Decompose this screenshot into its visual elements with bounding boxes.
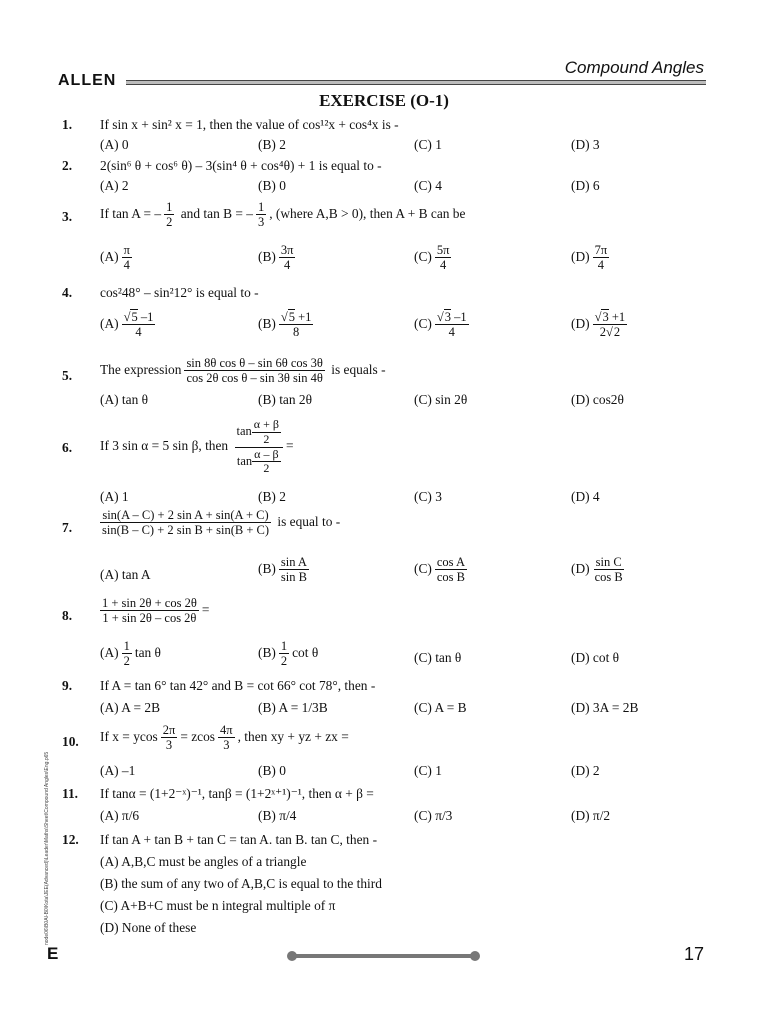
option-b xyxy=(258,555,312,585)
text-part: and tan B = – xyxy=(180,205,253,221)
question-number: 6. xyxy=(62,440,73,455)
text-part: If 3 sin α = 5 sin β, then xyxy=(100,438,229,454)
option-a: (A) 2 xyxy=(100,178,129,193)
option-label: (B) xyxy=(258,560,276,576)
fraction xyxy=(184,356,324,386)
question-text xyxy=(100,418,294,476)
option-a: (A) A,B,C must be angles of a triangle xyxy=(100,854,307,869)
option-b: (B) 2 xyxy=(258,137,286,152)
footer-dot-right xyxy=(470,951,480,961)
question-number: 4. xyxy=(62,285,73,300)
text-part: = zcos xyxy=(180,728,216,744)
fraction xyxy=(122,243,132,273)
radicand: 3 xyxy=(602,310,609,324)
numerator: α + β xyxy=(253,417,279,431)
option-c xyxy=(414,310,472,340)
option-a xyxy=(100,310,158,340)
numerator: √3 +1 xyxy=(594,310,626,324)
question-text xyxy=(100,200,465,230)
option-d: (D) cos2θ xyxy=(571,392,624,407)
question-text xyxy=(100,723,349,753)
option-label: (A) xyxy=(100,644,119,660)
option-c: (C) sin 2θ xyxy=(414,392,468,407)
tan-label: tan xyxy=(236,453,253,468)
fraction xyxy=(435,243,452,273)
text-part: If tan A = – xyxy=(100,205,162,221)
option-d: (D) 3 xyxy=(571,137,600,152)
option-label: (A) xyxy=(100,248,119,264)
header-rule xyxy=(126,80,706,85)
numerator: √5 +1 xyxy=(280,310,312,324)
half-angle xyxy=(252,418,281,447)
denominator: 2 xyxy=(166,215,173,230)
denominator: 4 xyxy=(284,258,291,273)
half-angle xyxy=(252,448,280,477)
footer-letter: E xyxy=(47,944,59,963)
option-c: (C) tan θ xyxy=(414,650,462,665)
option-c: (C) 1 xyxy=(414,137,442,152)
file-path-text: node06\B0AI-B0\Kota\JEE(Advanced)\Leader\Maths\Sheet\Compound Angles\Eng.p65 xyxy=(44,751,50,945)
denominator: sin(B – C) + 2 sin B + sin(B + C) xyxy=(102,523,269,538)
denominator: 4 xyxy=(448,325,455,340)
option-c: (C) A = B xyxy=(414,700,467,715)
option-label: (B) xyxy=(258,315,276,331)
footer-bar xyxy=(292,954,474,958)
option-d xyxy=(571,555,628,585)
option-c: (C) 4 xyxy=(414,178,442,193)
denominator: 3 xyxy=(223,738,230,753)
option-b xyxy=(258,310,316,340)
denominator: 2 xyxy=(263,431,270,446)
option-label: (B) xyxy=(258,248,276,264)
numerator: √3 –1 xyxy=(436,310,467,324)
question-text xyxy=(100,596,209,626)
denominator: sin B xyxy=(280,570,307,585)
option-label: (C) xyxy=(414,560,432,576)
question-number: 8. xyxy=(62,608,73,623)
numerator: 7π xyxy=(594,243,608,257)
fraction xyxy=(593,555,625,585)
denominator: 3 xyxy=(165,738,173,753)
numerator xyxy=(235,418,283,448)
radicand: 5 xyxy=(288,310,295,324)
numerator: 5π xyxy=(436,243,450,257)
option-label: (B) xyxy=(258,644,276,660)
option-label: (D) xyxy=(571,248,590,264)
footer-dot-left xyxy=(287,951,297,961)
option-label: (C) xyxy=(414,315,432,331)
fraction xyxy=(435,555,467,585)
fraction xyxy=(256,200,266,230)
numerator-rest: –1 xyxy=(137,310,154,324)
fraction xyxy=(279,639,289,669)
question-number: 10. xyxy=(62,734,79,749)
question-text: If sin x + sin² x = 1, then the value of cos¹²x + cos⁴x is - xyxy=(100,117,399,132)
denominator: 2 xyxy=(280,654,288,669)
numerator-rest: +1 xyxy=(294,310,312,324)
option-d: (D) π/2 xyxy=(571,808,611,823)
option-b xyxy=(258,639,318,669)
option-label: (A) xyxy=(100,315,119,331)
question-number: 2. xyxy=(62,158,73,173)
fraction xyxy=(218,723,235,753)
question-number: 11. xyxy=(62,786,78,801)
option-a: (A) 0 xyxy=(100,137,129,152)
option-d: (D) 6 xyxy=(571,178,600,193)
option-d: (D) 4 xyxy=(571,489,600,504)
numerator: 1 xyxy=(280,639,288,653)
denominator: 4 xyxy=(597,258,604,273)
numerator: sin 8θ cos θ – sin 6θ cos 3θ xyxy=(186,356,323,370)
fraction xyxy=(435,310,469,340)
text-part: , (where A,B > 0), then A + B can be xyxy=(269,205,466,221)
fraction xyxy=(279,243,296,273)
question-number: 3. xyxy=(62,209,73,224)
question-text: If tanα = (1+2⁻ˣ)⁻¹, tanβ = (1+2ˣ⁺¹)⁻¹, then α + β = xyxy=(100,786,374,801)
question-text xyxy=(100,356,386,386)
radicand: 5 xyxy=(131,310,138,324)
option-b: (B) 0 xyxy=(258,763,286,778)
text-part: The expression xyxy=(100,361,182,377)
option-label: (D) xyxy=(571,315,590,331)
question-text: If A = tan 6° tan 42° and B = cot 66° cot 78°, then - xyxy=(100,678,376,693)
numerator: 1 xyxy=(166,200,173,214)
option-a: (A) 1 xyxy=(100,489,129,504)
numerator-rest: +1 xyxy=(608,310,626,324)
question-text: 2(sin⁶ θ + cos⁶ θ) – 3(sin⁴ θ + cos⁴θ) + 1 is equal to - xyxy=(100,158,382,173)
option-label: (D) xyxy=(571,560,590,576)
equals: = xyxy=(201,601,210,617)
denominator: 8 xyxy=(293,325,300,340)
numerator-rest: –1 xyxy=(450,310,467,324)
option-a: (A) A = 2B xyxy=(100,700,161,715)
question-number: 7. xyxy=(62,520,73,535)
denominator: 4 xyxy=(123,258,130,273)
denominator: 2√2 xyxy=(599,325,621,340)
option-b: (B) π/4 xyxy=(258,808,297,823)
question-text xyxy=(100,508,340,538)
numerator: sin A xyxy=(280,555,307,569)
numerator: 4π xyxy=(220,723,233,737)
option-d xyxy=(571,243,612,273)
radicand: 2 xyxy=(613,325,621,340)
option-d xyxy=(571,310,630,340)
denominator: cos 2θ cos θ – sin 3θ sin 4θ xyxy=(186,371,323,386)
option-c xyxy=(414,555,470,585)
question-number: 1. xyxy=(62,117,73,132)
equals: = xyxy=(285,438,294,454)
option-c: (C) 3 xyxy=(414,489,442,504)
option-a: (A) tan A xyxy=(100,567,151,582)
option-c xyxy=(414,243,454,273)
fraction xyxy=(593,310,628,340)
option-b: (B) 2 xyxy=(258,489,286,504)
option-a xyxy=(100,639,161,669)
question-number: 12. xyxy=(62,832,79,847)
option-d: (D) 2 xyxy=(571,763,600,778)
option-rest: cot θ xyxy=(292,644,319,660)
page-number: 17 xyxy=(683,944,704,964)
option-b xyxy=(258,243,298,273)
numerator: cos A xyxy=(436,555,465,569)
option-c: (C) A+B+C must be n integral multiple of π xyxy=(100,898,336,913)
denominator-coefficient: 2 xyxy=(599,325,606,340)
fraction xyxy=(279,555,309,585)
denominator: 3 xyxy=(257,215,265,230)
fraction xyxy=(122,310,156,340)
numerator: 3π xyxy=(280,243,294,257)
fraction xyxy=(279,310,314,340)
option-d: (D) cot θ xyxy=(571,650,620,665)
option-b: (B) the sum of any two of A,B,C is equal to the third xyxy=(100,876,382,891)
denominator: 4 xyxy=(135,325,142,340)
numerator: 2π xyxy=(162,723,176,737)
compound-fraction xyxy=(235,418,283,476)
numerator: α – β xyxy=(254,446,279,461)
question-number: 9. xyxy=(62,678,73,693)
denominator: 1 + sin 2θ – cos 2θ xyxy=(102,611,197,626)
numerator: π xyxy=(123,243,130,257)
denominator: cos B xyxy=(594,570,623,585)
option-c: (C) 1 xyxy=(414,763,442,778)
option-a: (A) –1 xyxy=(100,763,136,778)
question-text: cos²48° – sin²12° is equal to - xyxy=(100,285,259,300)
numerator: sin C xyxy=(595,555,622,569)
tan-label: tan xyxy=(236,424,252,439)
question-text: If tan A + tan B + tan C = tan A. tan B. tan C, then - xyxy=(100,832,378,847)
fraction xyxy=(100,596,199,626)
numerator: sin(A – C) + 2 sin A + sin(A + C) xyxy=(102,508,269,522)
denominator: 2 xyxy=(263,461,270,476)
fraction xyxy=(122,639,132,669)
option-a xyxy=(100,243,135,273)
question-number: 5. xyxy=(62,368,73,383)
option-b: (B) tan 2θ xyxy=(258,392,313,407)
denominator: 4 xyxy=(440,258,447,273)
option-b: (B) 0 xyxy=(258,178,286,193)
denominator xyxy=(235,448,283,477)
option-d: (D) None of these xyxy=(100,920,197,935)
fraction xyxy=(593,243,610,273)
radicand: 3 xyxy=(444,310,451,324)
text-part: , then xy + yz + zx = xyxy=(237,728,349,744)
text-part: If x = ycos xyxy=(100,728,158,744)
allen-logo: ALLEN xyxy=(58,72,117,89)
fraction xyxy=(100,508,271,538)
text-part: is equals - xyxy=(331,361,386,377)
numerator: 1 xyxy=(123,639,130,653)
fraction xyxy=(164,200,174,230)
chapter-title: Compound Angles xyxy=(564,58,704,77)
denominator: cos B xyxy=(436,570,465,585)
option-label: (C) xyxy=(414,248,432,264)
option-rest: tan θ xyxy=(134,644,161,660)
fraction xyxy=(161,723,178,753)
text-part: is equal to - xyxy=(277,513,341,529)
numerator: √5 –1 xyxy=(123,310,154,324)
option-b: (B) A = 1/3B xyxy=(258,700,328,715)
option-a: (A) tan θ xyxy=(100,392,149,407)
option-a: (A) π/6 xyxy=(100,808,140,823)
option-d: (D) 3A = 2B xyxy=(571,700,639,715)
numerator: 1 xyxy=(257,200,265,214)
exercise-title: EXERCISE (O-1) xyxy=(319,91,449,110)
denominator: 2 xyxy=(123,654,130,669)
numerator: 1 + sin 2θ + cos 2θ xyxy=(102,596,197,610)
option-c: (C) π/3 xyxy=(414,808,453,823)
